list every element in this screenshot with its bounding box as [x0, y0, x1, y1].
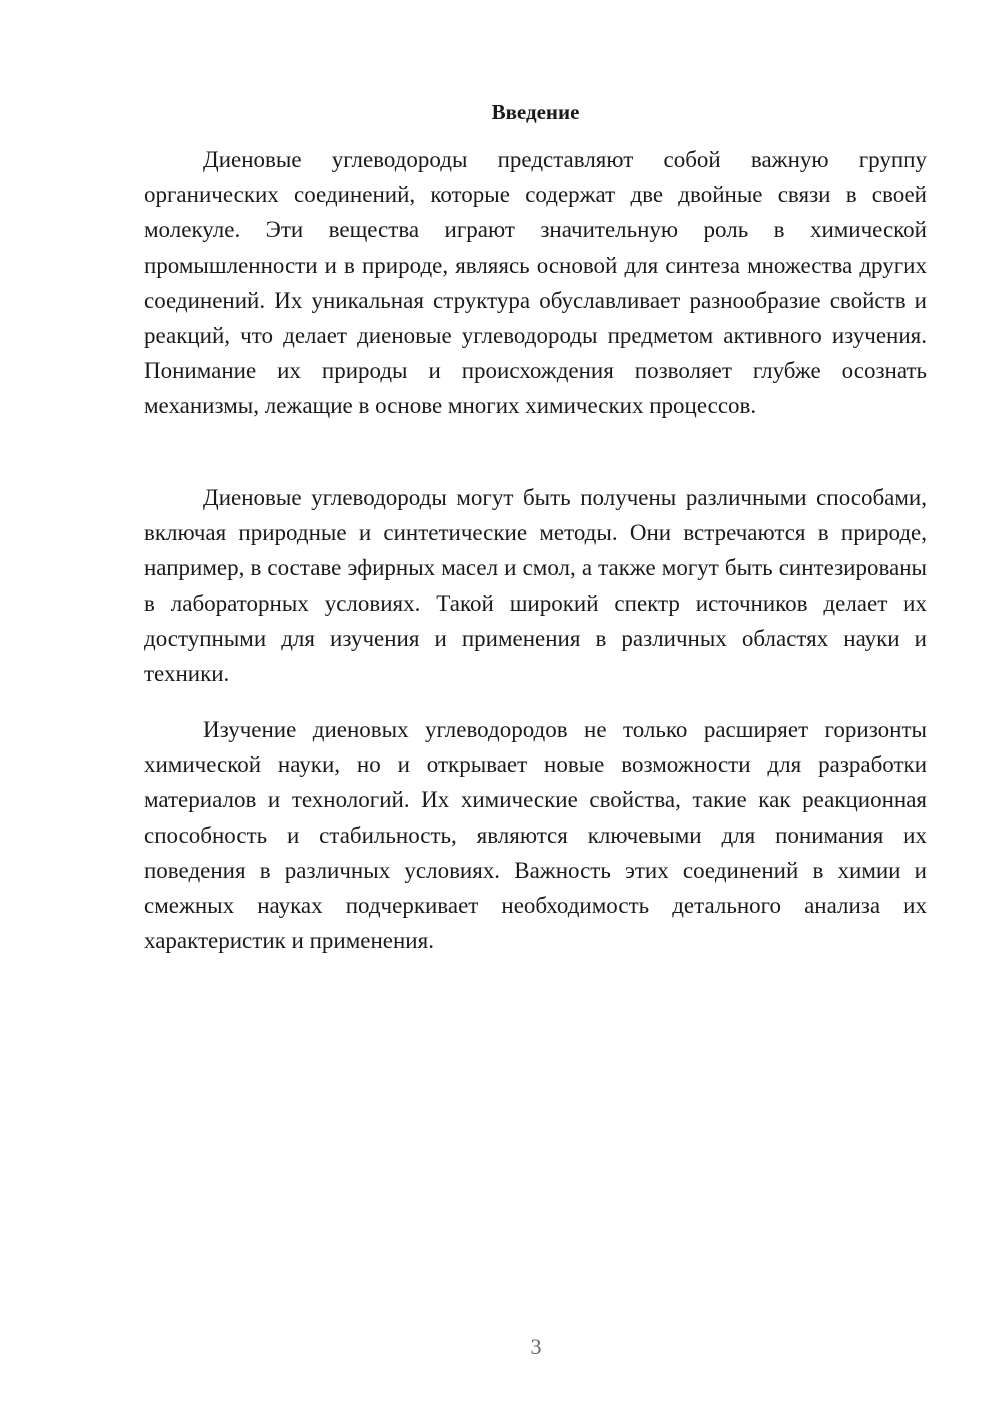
- section-heading: Введение: [491, 100, 580, 124]
- paragraph-3: Изучение диеновых углеводородов не только расширяет горизонты химической науки, но и открывает новые возможности для разработки материалов и технологий. Их химические свойства, такие как реакционная способность и стабильность, являются ключевыми для понимания их поведения в различных условиях. Важность этих соединений в химии и смежных науках подчеркивает необходимость детального анализа их характеристик и применения.: [144, 717, 927, 954]
- paragraph-2: Диеновые углеводороды могут быть получены различными способами, включая природные и синтетические методы. Они встречаются в природе, например, в составе эфирных масел и смол, а также могут быть синтезированы в лабораторных условиях. Такой широкий спектр источников делает их доступными для изучения и применения в различных областях науки и техники.: [144, 485, 927, 687]
- paragraph-1: Диеновые углеводороды представляют собой важную группу органических соединений, которые содержат две двойные связи в своей молекуле. Эти вещества играют значительную роль в химической промышленности и в природе, являясь основой для синтеза множества других соединений. Их уникальная структура обуславливает разнообразие свойств и реакций, что делает диеновые углеводороды предметом активного изучения. Понимание их природы и происхождения позволяет глубже осознать механизмы, лежащие в основе многих химических процессов.: [144, 147, 927, 419]
- page-number: 3: [530, 1334, 542, 1359]
